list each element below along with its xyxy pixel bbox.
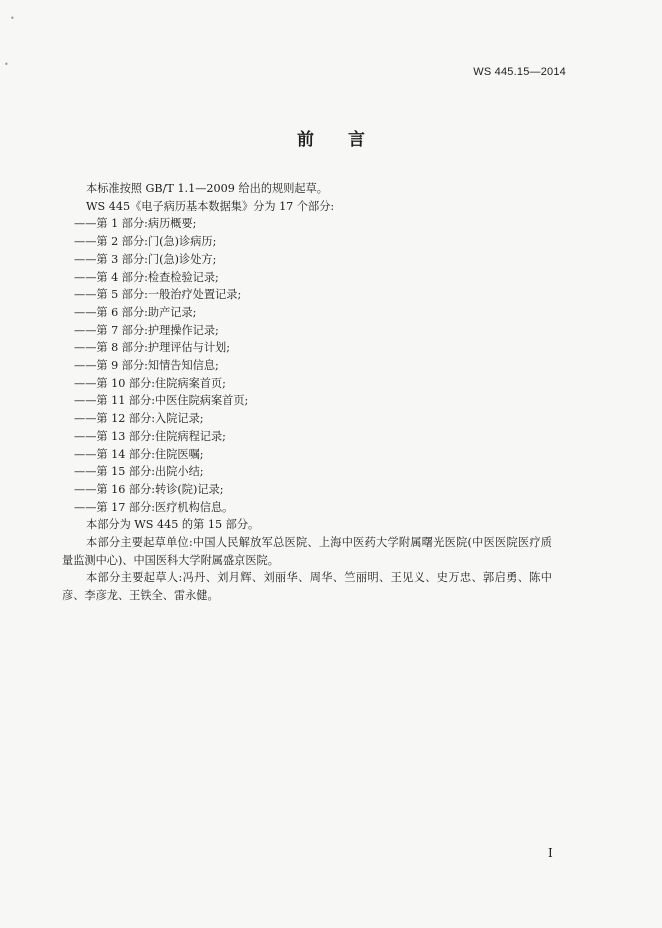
list-item: ——第 11 部分:中医住院病案首页; bbox=[74, 394, 249, 408]
list-item: ——第 15 部分:出院小结; bbox=[74, 465, 204, 479]
list-item: ——第 13 部分:住院病程记录; bbox=[74, 429, 226, 443]
list-item: ——第 12 部分:入院记录; bbox=[74, 412, 204, 426]
scan-speck-mark: • bbox=[4, 60, 9, 69]
foreword-body bbox=[62, 180, 552, 605]
intro-paragraph: 本标准按照 GB/T 1.1—2009 给出的规则起草。 bbox=[86, 182, 328, 195]
standard-code: WS 445.15—2014 bbox=[473, 66, 566, 78]
list-item: ——第 14 部分:住院医嘱; bbox=[74, 447, 204, 461]
list-item: ——第 8 部分:护理评估与计划; bbox=[74, 341, 231, 355]
page-number: I bbox=[548, 846, 553, 860]
list-item: ——第 3 部分:门(急)诊处方; bbox=[74, 252, 217, 266]
list-item: ——第 17 部分:医疗机构信息。 bbox=[74, 500, 234, 514]
list-item: ——第 9 部分:知情告知信息; bbox=[74, 359, 219, 373]
drafting-units-paragraph: 本部分主要起草单位:中国人民解放军总医院、上海中医药大学附属曙光医院(中医医院医疗质量监测中心)、中国医科大学附属盛京医院。 bbox=[62, 536, 552, 567]
list-item: ——第 6 部分:助产记录; bbox=[74, 305, 197, 319]
page-title: 前言 bbox=[297, 130, 399, 150]
list-item: ——第 16 部分:转诊(院)记录; bbox=[74, 482, 224, 496]
list-item: ——第 4 部分:检查检验记录; bbox=[74, 270, 219, 284]
this-part-paragraph: 本部分为 WS 445 的第 15 部分。 bbox=[86, 518, 260, 532]
parts-list bbox=[62, 215, 552, 516]
parts-intro-paragraph: WS 445《电子病历基本数据集》分为 17 个部分: bbox=[86, 199, 335, 213]
list-item: ——第 5 部分:一般治疗处置记录; bbox=[74, 288, 242, 302]
list-item: ——第 7 部分:护理操作记录; bbox=[74, 323, 219, 337]
scan-speck-mark: • bbox=[10, 14, 15, 23]
drafters-paragraph: 本部分主要起草人:冯丹、刘月辉、刘丽华、周华、竺丽明、王见义、史万忠、郭启勇、陈中彦、李彦龙、王铁全、雷永健。 bbox=[62, 571, 552, 603]
list-item: ——第 2 部分:门(急)诊病历; bbox=[74, 235, 217, 249]
list-item: ——第 1 部分:病历概要; bbox=[74, 217, 197, 231]
list-item: ——第 10 部分:住院病案首页; bbox=[74, 376, 226, 390]
